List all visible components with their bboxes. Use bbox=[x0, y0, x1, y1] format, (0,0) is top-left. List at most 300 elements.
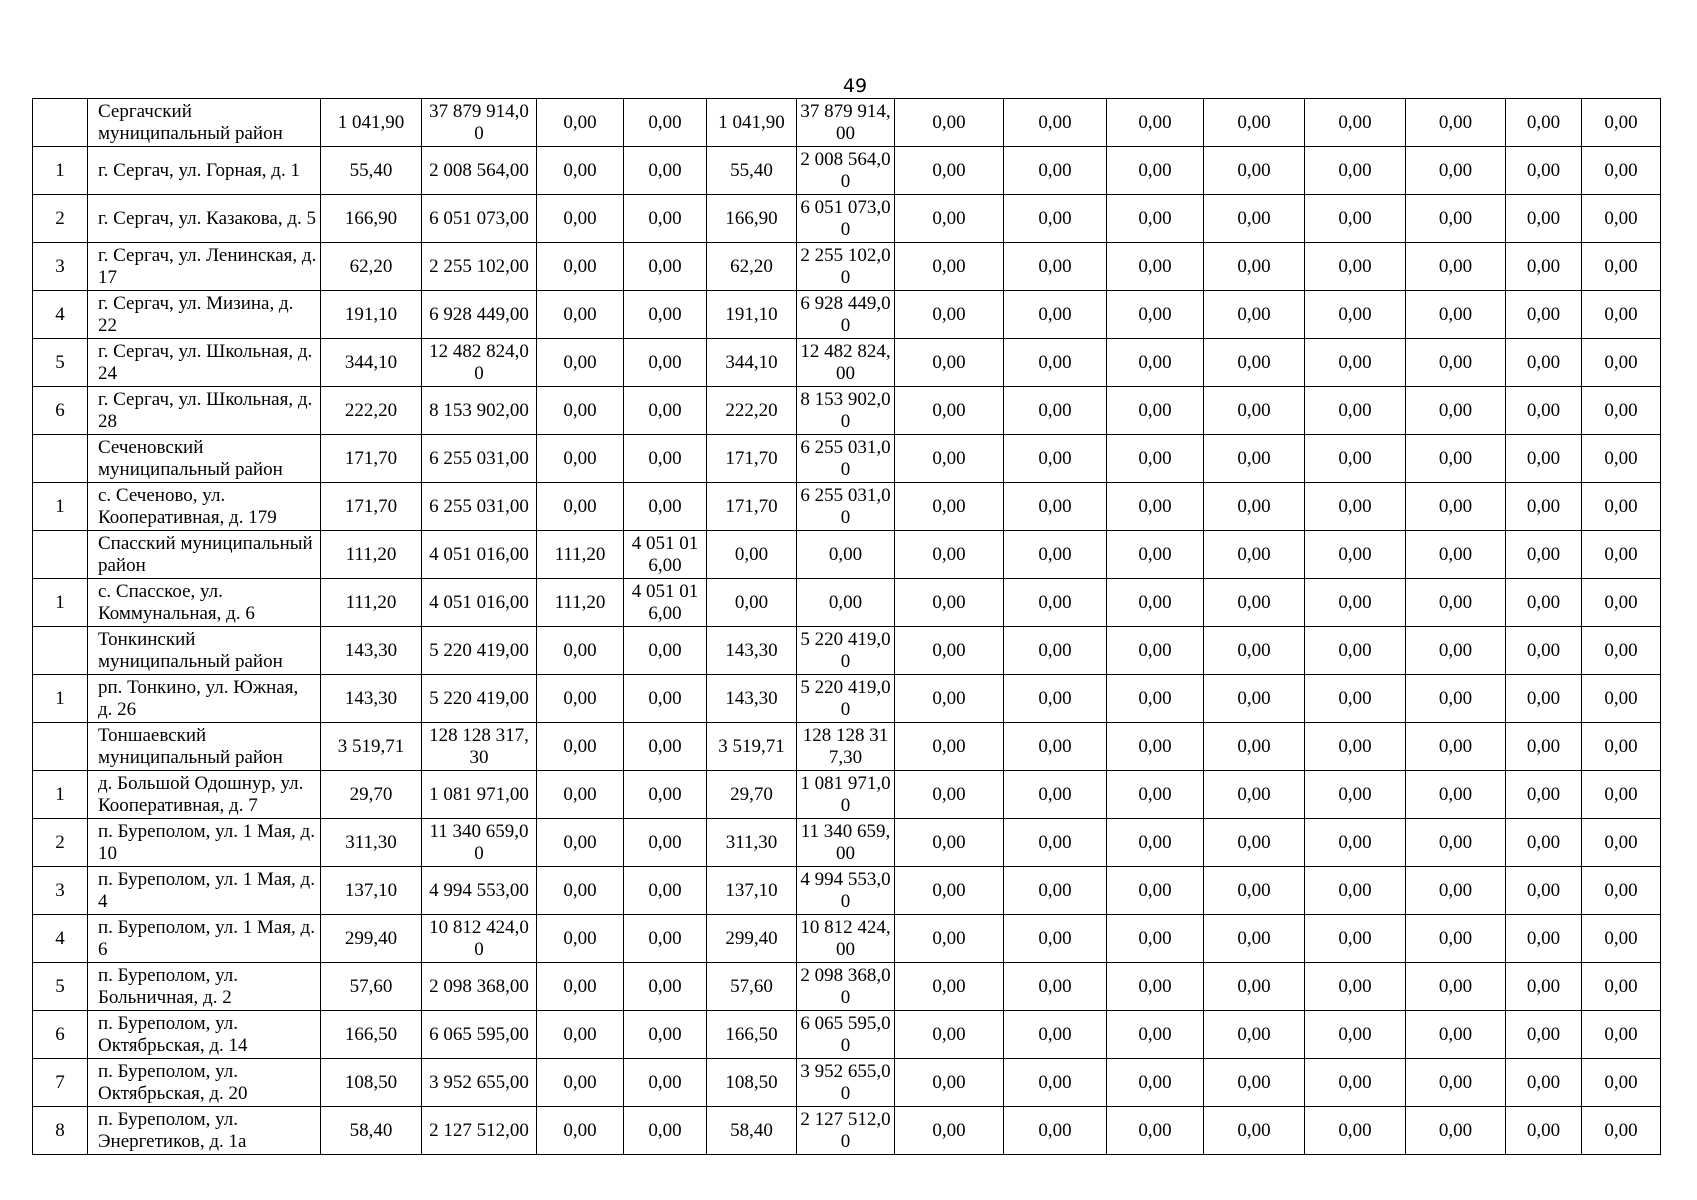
value-cell: 0,00 bbox=[1582, 675, 1661, 723]
value-cell: 0,00 bbox=[797, 531, 895, 579]
value-cell: 0,00 bbox=[1582, 339, 1661, 387]
value-cell: 0,00 bbox=[1107, 579, 1204, 627]
value-cell: 0,00 bbox=[537, 1107, 624, 1155]
address-cell: Тоншаевский муниципальный район bbox=[88, 723, 321, 771]
value-cell: 0,00 bbox=[1004, 147, 1107, 195]
value-cell: 0,00 bbox=[537, 963, 624, 1011]
value-cell: 222,20 bbox=[321, 387, 422, 435]
table-row bbox=[33, 579, 1661, 627]
value-cell: 222,20 bbox=[707, 387, 797, 435]
value-cell: 6 051 073,00 bbox=[422, 195, 537, 243]
value-cell: 0,00 bbox=[537, 243, 624, 291]
value-cell: 0,00 bbox=[1506, 1059, 1582, 1107]
value-cell: 0,00 bbox=[1305, 675, 1406, 723]
value-cell: 0,00 bbox=[1406, 147, 1506, 195]
value-cell: 0,00 bbox=[1204, 1011, 1305, 1059]
value-cell: 0,00 bbox=[1204, 435, 1305, 483]
table-row bbox=[33, 915, 1661, 963]
value-cell: 0,00 bbox=[1204, 531, 1305, 579]
value-cell: 1 041,90 bbox=[321, 99, 422, 147]
value-cell: 0,00 bbox=[1506, 867, 1582, 915]
row-number-cell bbox=[33, 627, 88, 675]
value-cell: 0,00 bbox=[895, 723, 1004, 771]
value-cell: 0,00 bbox=[1107, 531, 1204, 579]
value-cell: 0,00 bbox=[537, 627, 624, 675]
address-cell: п. Буреполом, ул. Октябрьская, д. 20 bbox=[88, 1059, 321, 1107]
address-cell: п. Буреполом, ул. Энергетиков, д. 1а bbox=[88, 1107, 321, 1155]
value-cell: 0,00 bbox=[1107, 243, 1204, 291]
value-cell: 0,00 bbox=[1406, 579, 1506, 627]
value-cell: 0,00 bbox=[1305, 627, 1406, 675]
value-cell: 0,00 bbox=[537, 483, 624, 531]
value-cell: 0,00 bbox=[1204, 291, 1305, 339]
value-cell: 0,00 bbox=[1406, 723, 1506, 771]
value-cell: 5 220 419,00 bbox=[422, 627, 537, 675]
value-cell: 1 081 971,00 bbox=[422, 771, 537, 819]
value-cell: 0,00 bbox=[537, 723, 624, 771]
value-cell: 0,00 bbox=[1204, 483, 1305, 531]
value-cell: 0,00 bbox=[537, 1011, 624, 1059]
value-cell: 311,30 bbox=[321, 819, 422, 867]
value-cell: 12 482 824,00 bbox=[422, 339, 537, 387]
address-cell: г. Сергач, ул. Школьная, д. 24 bbox=[88, 339, 321, 387]
value-cell: 0,00 bbox=[1582, 435, 1661, 483]
value-cell: 55,40 bbox=[707, 147, 797, 195]
value-cell: 0,00 bbox=[1107, 627, 1204, 675]
value-cell: 3 519,71 bbox=[707, 723, 797, 771]
value-cell: 0,00 bbox=[1107, 1107, 1204, 1155]
value-cell: 0,00 bbox=[1506, 483, 1582, 531]
value-cell: 0,00 bbox=[1506, 963, 1582, 1011]
value-cell: 2 008 564,00 bbox=[797, 147, 895, 195]
value-cell: 4 994 553,00 bbox=[422, 867, 537, 915]
value-cell: 4 994 553,00 bbox=[797, 867, 895, 915]
value-cell: 344,10 bbox=[707, 339, 797, 387]
value-cell: 0,00 bbox=[1506, 723, 1582, 771]
row-number-cell bbox=[33, 435, 88, 483]
row-number-cell: 7 bbox=[33, 1059, 88, 1107]
value-cell: 0,00 bbox=[624, 1011, 707, 1059]
address-cell: п. Буреполом, ул. 1 Мая, д. 4 bbox=[88, 867, 321, 915]
value-cell: 2 255 102,00 bbox=[797, 243, 895, 291]
value-cell: 0,00 bbox=[1406, 195, 1506, 243]
value-cell: 6 065 595,00 bbox=[797, 1011, 895, 1059]
value-cell: 0,00 bbox=[1004, 579, 1107, 627]
value-cell: 0,00 bbox=[1506, 291, 1582, 339]
value-cell: 3 952 655,00 bbox=[422, 1059, 537, 1107]
value-cell: 0,00 bbox=[1305, 771, 1406, 819]
value-cell: 0,00 bbox=[1582, 195, 1661, 243]
value-cell: 0,00 bbox=[537, 147, 624, 195]
value-cell: 108,50 bbox=[707, 1059, 797, 1107]
value-cell: 0,00 bbox=[895, 1011, 1004, 1059]
value-cell: 0,00 bbox=[624, 339, 707, 387]
value-cell: 0,00 bbox=[1107, 195, 1204, 243]
value-cell: 0,00 bbox=[537, 675, 624, 723]
value-cell: 0,00 bbox=[624, 675, 707, 723]
value-cell: 0,00 bbox=[1204, 819, 1305, 867]
value-cell: 111,20 bbox=[321, 579, 422, 627]
value-cell: 0,00 bbox=[1582, 291, 1661, 339]
value-cell: 0,00 bbox=[1406, 1011, 1506, 1059]
row-number-cell bbox=[33, 723, 88, 771]
value-cell: 0,00 bbox=[1582, 1107, 1661, 1155]
value-cell: 143,30 bbox=[707, 675, 797, 723]
value-cell: 0,00 bbox=[1305, 291, 1406, 339]
value-cell: 0,00 bbox=[1582, 483, 1661, 531]
value-cell: 58,40 bbox=[321, 1107, 422, 1155]
value-cell: 0,00 bbox=[1506, 1107, 1582, 1155]
value-cell: 0,00 bbox=[1506, 99, 1582, 147]
address-cell: г. Сергач, ул. Мизина, д. 22 bbox=[88, 291, 321, 339]
value-cell: 311,30 bbox=[707, 819, 797, 867]
value-cell: 166,90 bbox=[707, 195, 797, 243]
value-cell: 0,00 bbox=[895, 819, 1004, 867]
value-cell: 0,00 bbox=[1107, 483, 1204, 531]
value-cell: 0,00 bbox=[895, 243, 1004, 291]
value-cell: 0,00 bbox=[1305, 819, 1406, 867]
value-cell: 2 098 368,00 bbox=[797, 963, 895, 1011]
value-cell: 0,00 bbox=[895, 387, 1004, 435]
value-cell: 0,00 bbox=[1107, 387, 1204, 435]
value-cell: 0,00 bbox=[624, 1107, 707, 1155]
value-cell: 137,10 bbox=[321, 867, 422, 915]
value-cell: 5 220 419,00 bbox=[797, 675, 895, 723]
value-cell: 0,00 bbox=[1204, 339, 1305, 387]
value-cell: 0,00 bbox=[1004, 339, 1107, 387]
row-number-cell: 4 bbox=[33, 915, 88, 963]
value-cell: 0,00 bbox=[1004, 531, 1107, 579]
value-cell: 0,00 bbox=[1582, 963, 1661, 1011]
value-cell: 0,00 bbox=[1582, 867, 1661, 915]
address-cell: п. Буреполом, ул. 1 Мая, д. 10 bbox=[88, 819, 321, 867]
value-cell: 8 153 902,00 bbox=[422, 387, 537, 435]
row-number-cell: 1 bbox=[33, 147, 88, 195]
row-number-cell: 6 bbox=[33, 1011, 88, 1059]
value-cell: 0,00 bbox=[1107, 963, 1204, 1011]
table-row bbox=[33, 243, 1661, 291]
value-cell: 0,00 bbox=[1406, 771, 1506, 819]
value-cell: 0,00 bbox=[1204, 387, 1305, 435]
row-number-cell: 1 bbox=[33, 483, 88, 531]
value-cell: 0,00 bbox=[624, 771, 707, 819]
value-cell: 0,00 bbox=[1305, 915, 1406, 963]
value-cell: 0,00 bbox=[624, 963, 707, 1011]
value-cell: 0,00 bbox=[1204, 243, 1305, 291]
value-cell: 0,00 bbox=[1107, 1059, 1204, 1107]
address-cell: с. Сеченово, ул. Кооперативная, д. 179 bbox=[88, 483, 321, 531]
value-cell: 0,00 bbox=[537, 435, 624, 483]
value-cell: 0,00 bbox=[624, 1059, 707, 1107]
value-cell: 0,00 bbox=[1506, 771, 1582, 819]
address-cell: Спасский муниципальный район bbox=[88, 531, 321, 579]
value-cell: 0,00 bbox=[1406, 243, 1506, 291]
value-cell: 0,00 bbox=[1582, 819, 1661, 867]
value-cell: 0,00 bbox=[895, 291, 1004, 339]
value-cell: 0,00 bbox=[1204, 723, 1305, 771]
value-cell: 166,50 bbox=[321, 1011, 422, 1059]
value-cell: 0,00 bbox=[1305, 483, 1406, 531]
value-cell: 0,00 bbox=[1305, 1107, 1406, 1155]
table-row bbox=[33, 147, 1661, 195]
value-cell: 0,00 bbox=[1204, 147, 1305, 195]
value-cell: 0,00 bbox=[1582, 771, 1661, 819]
row-number-cell: 1 bbox=[33, 771, 88, 819]
value-cell: 0,00 bbox=[895, 867, 1004, 915]
value-cell: 0,00 bbox=[624, 147, 707, 195]
value-cell: 5 220 419,00 bbox=[797, 627, 895, 675]
value-cell: 0,00 bbox=[1582, 1011, 1661, 1059]
row-number-cell: 1 bbox=[33, 579, 88, 627]
value-cell: 0,00 bbox=[895, 627, 1004, 675]
value-cell: 0,00 bbox=[895, 579, 1004, 627]
value-cell: 0,00 bbox=[1107, 99, 1204, 147]
value-cell: 0,00 bbox=[797, 579, 895, 627]
row-number-cell: 5 bbox=[33, 963, 88, 1011]
value-cell: 0,00 bbox=[895, 1059, 1004, 1107]
value-cell: 0,00 bbox=[1204, 1107, 1305, 1155]
table-row bbox=[33, 531, 1661, 579]
value-cell: 0,00 bbox=[1107, 771, 1204, 819]
value-cell: 0,00 bbox=[624, 483, 707, 531]
value-cell: 57,60 bbox=[707, 963, 797, 1011]
value-cell: 11 340 659,00 bbox=[422, 819, 537, 867]
value-cell: 0,00 bbox=[1305, 195, 1406, 243]
value-cell: 0,00 bbox=[1305, 1011, 1406, 1059]
value-cell: 0,00 bbox=[895, 675, 1004, 723]
address-cell: п. Буреполом, ул. 1 Мая, д. 6 bbox=[88, 915, 321, 963]
value-cell: 0,00 bbox=[1506, 627, 1582, 675]
value-cell: 0,00 bbox=[1406, 291, 1506, 339]
value-cell: 0,00 bbox=[1004, 915, 1107, 963]
value-cell: 0,00 bbox=[537, 867, 624, 915]
value-cell: 6 928 449,00 bbox=[422, 291, 537, 339]
value-cell: 0,00 bbox=[1582, 627, 1661, 675]
value-cell: 3 519,71 bbox=[321, 723, 422, 771]
value-cell: 0,00 bbox=[537, 291, 624, 339]
value-cell: 4 051 016,00 bbox=[624, 531, 707, 579]
value-cell: 128 128 317,30 bbox=[797, 723, 895, 771]
value-cell: 0,00 bbox=[1004, 99, 1107, 147]
table-row bbox=[33, 387, 1661, 435]
value-cell: 0,00 bbox=[1506, 531, 1582, 579]
value-cell: 0,00 bbox=[537, 1059, 624, 1107]
row-number-cell: 2 bbox=[33, 819, 88, 867]
value-cell: 0,00 bbox=[1406, 819, 1506, 867]
value-cell: 0,00 bbox=[895, 915, 1004, 963]
value-cell: 0,00 bbox=[1305, 243, 1406, 291]
table-row bbox=[33, 195, 1661, 243]
row-number-cell: 3 bbox=[33, 867, 88, 915]
value-cell: 0,00 bbox=[1406, 483, 1506, 531]
value-cell: 0,00 bbox=[537, 915, 624, 963]
value-cell: 0,00 bbox=[1004, 291, 1107, 339]
value-cell: 0,00 bbox=[1305, 1059, 1406, 1107]
row-number-cell: 2 bbox=[33, 195, 88, 243]
value-cell: 0,00 bbox=[624, 867, 707, 915]
value-cell: 0,00 bbox=[707, 579, 797, 627]
value-cell: 0,00 bbox=[1582, 99, 1661, 147]
value-cell: 0,00 bbox=[895, 339, 1004, 387]
value-cell: 0,00 bbox=[1305, 339, 1406, 387]
value-cell: 299,40 bbox=[321, 915, 422, 963]
value-cell: 0,00 bbox=[1582, 147, 1661, 195]
row-number-cell: 8 bbox=[33, 1107, 88, 1155]
value-cell: 6 255 031,00 bbox=[797, 483, 895, 531]
value-cell: 0,00 bbox=[1506, 915, 1582, 963]
value-cell: 0,00 bbox=[1107, 915, 1204, 963]
value-cell: 171,70 bbox=[321, 435, 422, 483]
value-cell: 0,00 bbox=[1204, 675, 1305, 723]
value-cell: 0,00 bbox=[895, 1107, 1004, 1155]
table-row bbox=[33, 771, 1661, 819]
value-cell: 0,00 bbox=[537, 771, 624, 819]
value-cell: 0,00 bbox=[1305, 99, 1406, 147]
value-cell: 191,10 bbox=[321, 291, 422, 339]
value-cell: 4 051 016,00 bbox=[624, 579, 707, 627]
table-row bbox=[33, 723, 1661, 771]
value-cell: 344,10 bbox=[321, 339, 422, 387]
value-cell: 0,00 bbox=[1305, 963, 1406, 1011]
value-cell: 0,00 bbox=[1582, 243, 1661, 291]
table-row bbox=[33, 99, 1661, 147]
value-cell: 2 255 102,00 bbox=[422, 243, 537, 291]
value-cell: 37 879 914,00 bbox=[797, 99, 895, 147]
value-cell: 0,00 bbox=[1004, 771, 1107, 819]
value-cell: 0,00 bbox=[1004, 819, 1107, 867]
value-cell: 0,00 bbox=[1004, 675, 1107, 723]
value-cell: 0,00 bbox=[1506, 435, 1582, 483]
value-cell: 0,00 bbox=[1107, 1011, 1204, 1059]
value-cell: 0,00 bbox=[1506, 339, 1582, 387]
value-cell: 0,00 bbox=[1582, 915, 1661, 963]
address-cell: г. Сергач, ул. Ленинская, д. 17 bbox=[88, 243, 321, 291]
value-cell: 0,00 bbox=[895, 483, 1004, 531]
value-cell: 0,00 bbox=[1406, 627, 1506, 675]
value-cell: 166,50 bbox=[707, 1011, 797, 1059]
value-cell: 143,30 bbox=[321, 627, 422, 675]
value-cell: 0,00 bbox=[707, 531, 797, 579]
value-cell: 0,00 bbox=[1506, 387, 1582, 435]
page-number: 49 bbox=[842, 75, 868, 97]
value-cell: 0,00 bbox=[537, 819, 624, 867]
value-cell: 0,00 bbox=[1305, 387, 1406, 435]
value-cell: 10 812 424,00 bbox=[422, 915, 537, 963]
value-cell: 0,00 bbox=[1506, 675, 1582, 723]
value-cell: 0,00 bbox=[1107, 147, 1204, 195]
value-cell: 0,00 bbox=[624, 627, 707, 675]
value-cell: 0,00 bbox=[1506, 243, 1582, 291]
value-cell: 171,70 bbox=[707, 435, 797, 483]
value-cell: 128 128 317,30 bbox=[422, 723, 537, 771]
value-cell: 0,00 bbox=[1004, 963, 1107, 1011]
table-row bbox=[33, 675, 1661, 723]
address-cell: с. Спасское, ул. Коммунальная, д. 6 bbox=[88, 579, 321, 627]
value-cell: 0,00 bbox=[1305, 435, 1406, 483]
value-cell: 171,70 bbox=[321, 483, 422, 531]
value-cell: 0,00 bbox=[1004, 627, 1107, 675]
value-cell: 0,00 bbox=[1305, 723, 1406, 771]
value-cell: 2 008 564,00 bbox=[422, 147, 537, 195]
value-cell: 62,20 bbox=[321, 243, 422, 291]
table-row bbox=[33, 1107, 1661, 1155]
address-cell: Сеченовский муниципальный район bbox=[88, 435, 321, 483]
value-cell: 0,00 bbox=[895, 147, 1004, 195]
value-cell: 0,00 bbox=[1406, 435, 1506, 483]
value-cell: 58,40 bbox=[707, 1107, 797, 1155]
address-cell: г. Сергач, ул. Школьная, д. 28 bbox=[88, 387, 321, 435]
value-cell: 143,30 bbox=[707, 627, 797, 675]
value-cell: 0,00 bbox=[624, 291, 707, 339]
value-cell: 10 812 424,00 bbox=[797, 915, 895, 963]
data-table bbox=[32, 98, 1661, 1155]
table-row bbox=[33, 867, 1661, 915]
value-cell: 6 255 031,00 bbox=[797, 435, 895, 483]
value-cell: 191,10 bbox=[707, 291, 797, 339]
value-cell: 0,00 bbox=[1204, 99, 1305, 147]
value-cell: 111,20 bbox=[321, 531, 422, 579]
value-cell: 6 255 031,00 bbox=[422, 483, 537, 531]
value-cell: 0,00 bbox=[1582, 1059, 1661, 1107]
value-cell: 0,00 bbox=[895, 531, 1004, 579]
value-cell: 37 879 914,00 bbox=[422, 99, 537, 147]
value-cell: 0,00 bbox=[1305, 531, 1406, 579]
value-cell: 2 127 512,00 bbox=[422, 1107, 537, 1155]
value-cell: 6 065 595,00 bbox=[422, 1011, 537, 1059]
row-number-cell: 3 bbox=[33, 243, 88, 291]
value-cell: 6 051 073,00 bbox=[797, 195, 895, 243]
value-cell: 0,00 bbox=[624, 723, 707, 771]
value-cell: 0,00 bbox=[1204, 915, 1305, 963]
value-cell: 0,00 bbox=[895, 771, 1004, 819]
value-cell: 0,00 bbox=[1204, 867, 1305, 915]
value-cell: 0,00 bbox=[1582, 579, 1661, 627]
value-cell: 0,00 bbox=[1107, 819, 1204, 867]
value-cell: 0,00 bbox=[1406, 99, 1506, 147]
address-cell: п. Буреполом, ул. Больничная, д. 2 bbox=[88, 963, 321, 1011]
table-row bbox=[33, 819, 1661, 867]
value-cell: 57,60 bbox=[321, 963, 422, 1011]
row-number-cell bbox=[33, 531, 88, 579]
row-number-cell: 5 bbox=[33, 339, 88, 387]
value-cell: 0,00 bbox=[1107, 435, 1204, 483]
row-number-cell bbox=[33, 99, 88, 147]
value-cell: 0,00 bbox=[1204, 1059, 1305, 1107]
value-cell: 29,70 bbox=[707, 771, 797, 819]
value-cell: 0,00 bbox=[624, 915, 707, 963]
table-row bbox=[33, 1059, 1661, 1107]
value-cell: 0,00 bbox=[895, 99, 1004, 147]
value-cell: 0,00 bbox=[1406, 675, 1506, 723]
value-cell: 0,00 bbox=[1107, 339, 1204, 387]
value-cell: 11 340 659,00 bbox=[797, 819, 895, 867]
value-cell: 0,00 bbox=[624, 435, 707, 483]
value-cell: 0,00 bbox=[1004, 1011, 1107, 1059]
value-cell: 0,00 bbox=[1004, 867, 1107, 915]
value-cell: 0,00 bbox=[1406, 387, 1506, 435]
value-cell: 0,00 bbox=[1582, 531, 1661, 579]
value-cell: 2 127 512,00 bbox=[797, 1107, 895, 1155]
value-cell: 0,00 bbox=[1004, 1107, 1107, 1155]
value-cell: 0,00 bbox=[895, 963, 1004, 1011]
value-cell: 0,00 bbox=[1506, 195, 1582, 243]
value-cell: 0,00 bbox=[1305, 867, 1406, 915]
value-cell: 0,00 bbox=[1406, 1059, 1506, 1107]
row-number-cell: 4 bbox=[33, 291, 88, 339]
value-cell: 0,00 bbox=[1506, 579, 1582, 627]
value-cell: 0,00 bbox=[537, 387, 624, 435]
value-cell: 137,10 bbox=[707, 867, 797, 915]
